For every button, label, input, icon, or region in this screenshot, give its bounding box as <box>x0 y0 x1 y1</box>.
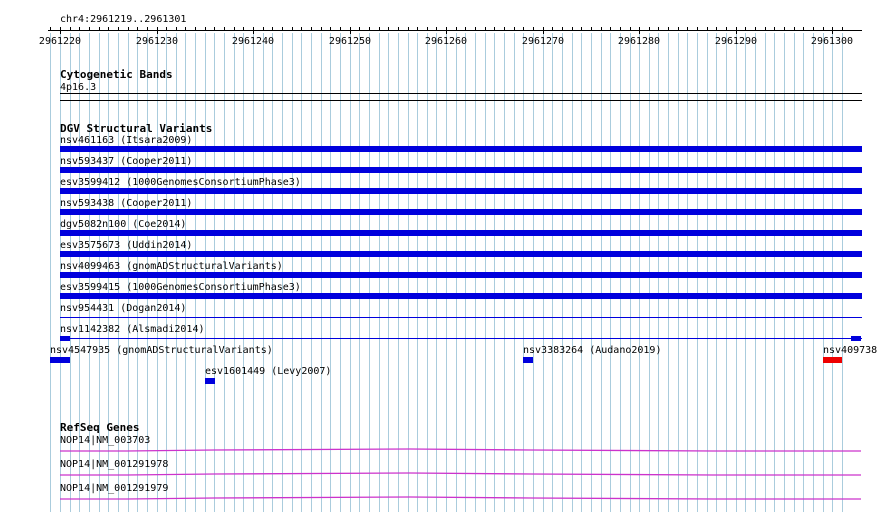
sv-feature[interactable] <box>60 336 70 341</box>
track-title-cytogenetic-bands: Cytogenetic Bands <box>60 68 173 81</box>
sv-feature[interactable] <box>60 317 862 318</box>
sv-feature[interactable] <box>60 338 862 339</box>
ruler-label: 2961280 <box>617 36 661 47</box>
sv-label[interactable]: nsv1142382 (Alsmadi2014) <box>60 324 205 335</box>
sv-feature[interactable] <box>60 209 862 215</box>
sv-label[interactable]: nsv593438 (Cooper2011) <box>60 198 193 209</box>
ruler-label: 2961220 <box>38 36 82 47</box>
sv-feature[interactable] <box>523 357 533 363</box>
sv-feature[interactable] <box>60 272 862 278</box>
sv-feature[interactable] <box>60 167 862 173</box>
track-title-dgv-structural-variants: DGV Structural Variants <box>60 122 213 135</box>
cytoband-feature[interactable] <box>60 93 862 94</box>
sv-feature[interactable] <box>60 251 862 257</box>
sv-feature[interactable] <box>60 188 862 194</box>
sv-label[interactable]: nsv409738 <box>823 345 878 356</box>
sv-label[interactable]: esv3575673 (Uddin2014) <box>60 240 193 251</box>
gene-label[interactable]: NOP14|NM_001291978 <box>60 459 169 470</box>
sv-label[interactable]: nsv3383264 (Audano2019) <box>523 345 662 356</box>
track-separator <box>60 100 862 101</box>
sv-feature[interactable] <box>60 293 862 299</box>
ruler-label: 2961250 <box>328 36 372 47</box>
sv-label[interactable]: esv1601449 (Levy2007) <box>205 366 332 377</box>
cytoband-label: 4p16.3 <box>60 82 97 93</box>
ruler-label: 2961270 <box>521 36 565 47</box>
gene-intron-line[interactable] <box>60 449 861 451</box>
ruler-label: 2961230 <box>135 36 179 47</box>
gene-intron-line[interactable] <box>60 497 861 499</box>
sv-label[interactable]: nsv461163 (Itsara2009) <box>60 135 193 146</box>
gene-intron-line[interactable] <box>60 473 861 475</box>
sv-label[interactable]: dgv5082n100 (Coe2014) <box>60 219 187 230</box>
ruler-label: 2961300 <box>810 36 854 47</box>
location-label: chr4:2961219..2961301 <box>60 14 187 25</box>
sv-label[interactable]: esv3599415 (1000GenomesConsortiumPhase3) <box>60 282 301 293</box>
sv-feature[interactable] <box>851 336 861 341</box>
sv-label[interactable]: nsv4099463 (gnomADStructuralVariants) <box>60 261 283 272</box>
sv-label[interactable]: nsv593437 (Cooper2011) <box>60 156 193 167</box>
sv-label[interactable]: esv3599412 (1000GenomesConsortiumPhase3) <box>60 177 301 188</box>
sv-label[interactable]: nsv4547935 (gnomADStructuralVariants) <box>50 345 273 356</box>
sv-feature[interactable] <box>60 146 862 152</box>
sv-label[interactable]: nsv954431 (Dogan2014) <box>60 303 187 314</box>
ruler-label: 2961290 <box>714 36 758 47</box>
sv-feature[interactable] <box>205 378 215 384</box>
ruler-label: 2961260 <box>424 36 468 47</box>
gene-label[interactable]: NOP14|NM_003703 <box>60 435 151 446</box>
track-title-refseq-genes: RefSeq Genes <box>60 421 140 434</box>
sv-feature[interactable] <box>823 357 842 363</box>
sv-feature[interactable] <box>50 357 70 363</box>
gene-label[interactable]: NOP14|NM_001291979 <box>60 483 169 494</box>
sv-feature[interactable] <box>60 230 862 236</box>
ruler-label: 2961240 <box>231 36 275 47</box>
